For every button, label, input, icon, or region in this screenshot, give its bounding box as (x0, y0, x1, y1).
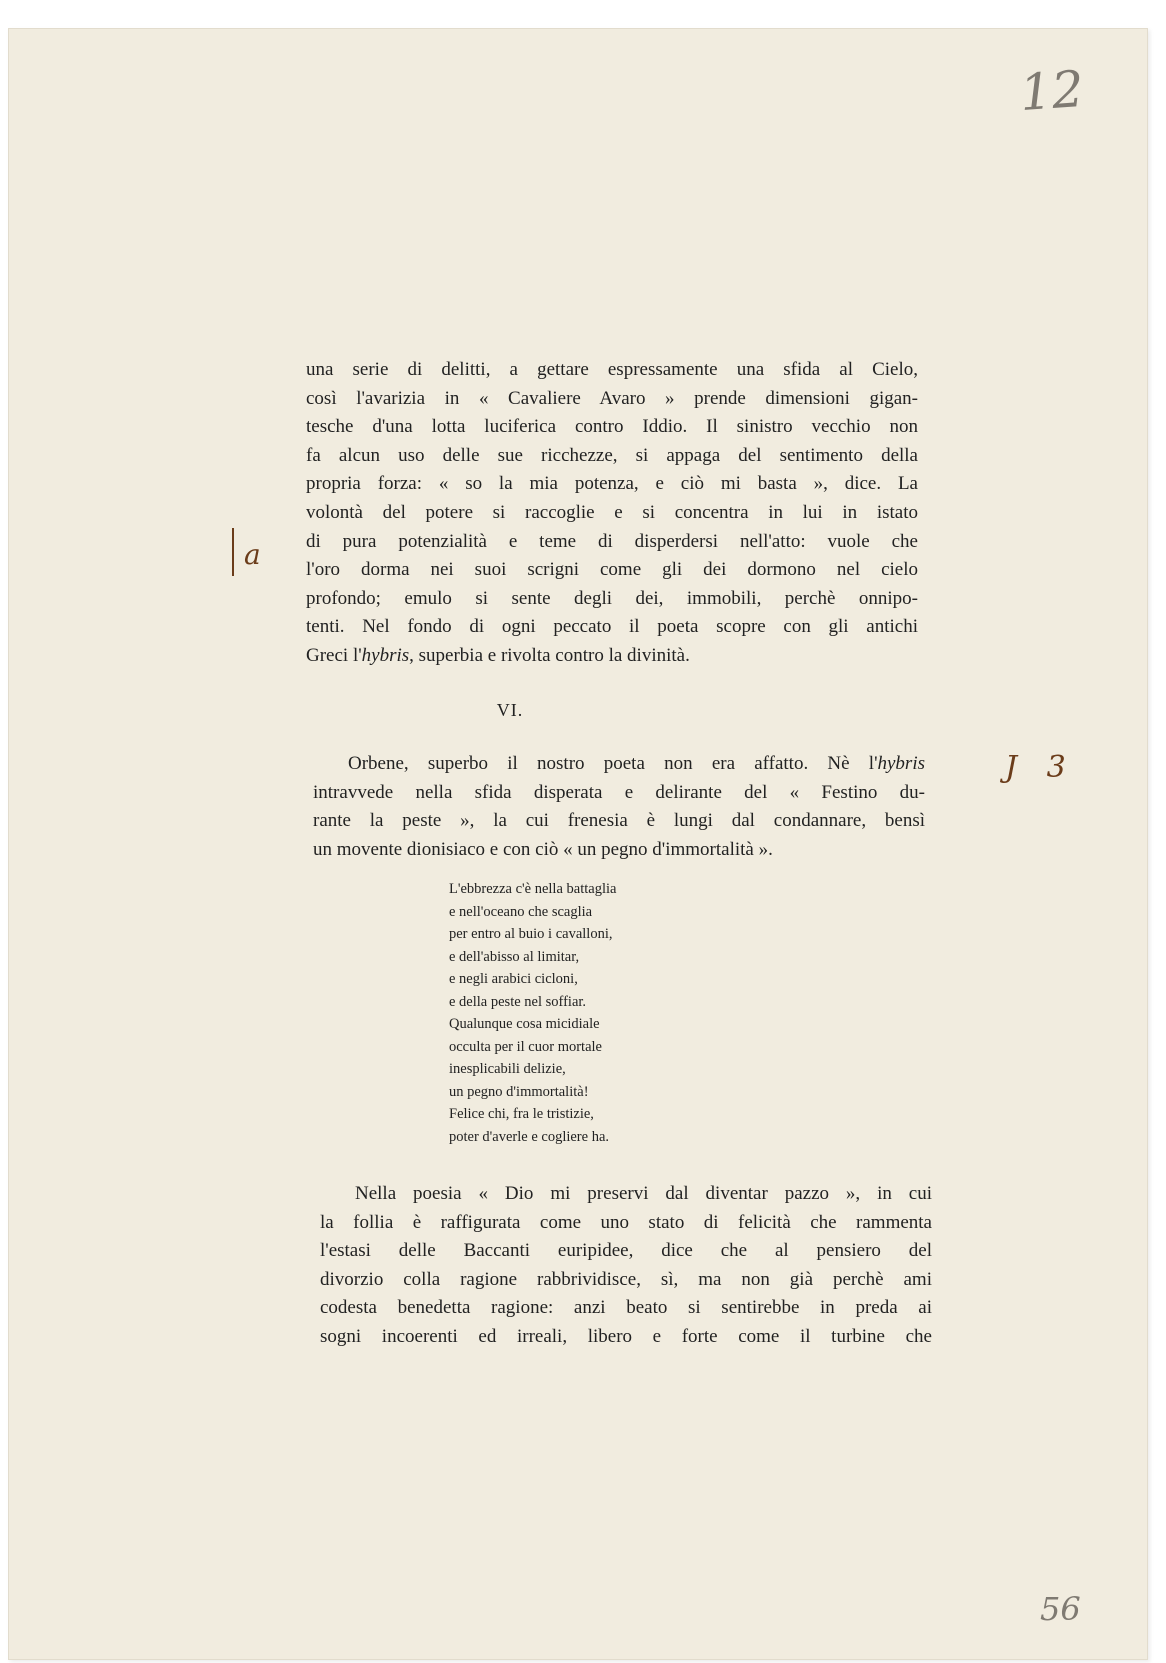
poem-line: un pegno d'immortalità! (449, 1083, 589, 1100)
text-line: tenti. Nel fondo di ogni peccato il poeta scopre con gli antichi (306, 616, 918, 638)
text-line: tesche d'una lotta luciferica contro Iddio. Il sinistro vecchio non (306, 416, 918, 438)
poem-line: Qualunque cosa micidiale (449, 1016, 600, 1032)
poem-line: e dell'abisso al limitar, (449, 948, 580, 965)
poem-line: inesplicabili delizie, (449, 1061, 566, 1077)
text-line: intravvede nella sfida disperata e delirante del « Festino du- (313, 781, 925, 803)
section-heading: VI. (496, 700, 524, 720)
text-line: l'estasi delle Baccanti euripidee, dice che al pensiero del (320, 1240, 932, 1262)
text-line: una serie di delitti, a gettare espressamente una sfida al Cielo, (306, 359, 918, 380)
text-line: un movente dionisiaco e con ciò « un pegno d'immortalità ». (313, 838, 773, 860)
hybris-term: hybris (361, 644, 410, 666)
poem-line: per entro al buio i cavalloni, (449, 926, 613, 942)
hybris-term: hybris (877, 753, 925, 774)
margin-mark-left: a (244, 538, 261, 571)
text-line: volontà del potere si raccoglie e si concentra in lui in istato (306, 501, 918, 523)
text-line: fa alcun uso delle sue ricchezze, si appaga del sentimento della (306, 444, 918, 466)
page-number: 56 (1040, 1590, 1081, 1628)
poem-stanza (449, 878, 616, 1148)
text-line: codesta benedetta ragione: anzi beato si sentirebbe in preda ai (320, 1297, 932, 1319)
paragraph-1 (306, 356, 918, 671)
text-line: di pura potenzialità e teme di disperdersi nell'atto: vuole che (306, 530, 918, 552)
text-line: Greci l'hybris, superbia e rivolta contro la divinità. (306, 644, 690, 666)
margin-mark-right: J 3 (1005, 750, 1076, 785)
text-line: sogni incoerenti ed irreali, libero e forte come il turbine che (320, 1325, 932, 1347)
poem-line: e negli arabici cicloni, (449, 971, 578, 987)
text-line: rante la peste », la cui frenesia è lungi dal condannare, bensì (313, 810, 925, 832)
poem-line: e nell'oceano che scaglia (449, 903, 593, 920)
text-line: profondo; emulo si sente degli dei, immobili, perchè onnipo- (306, 587, 918, 609)
poem-line: poter d'averle e cogliere ha. (449, 1128, 610, 1145)
poem-line: occulta per il cuor mortale (449, 1038, 602, 1055)
text-line: propria forza: « so la mia potenza, e ciò mi basta », dice. La (306, 473, 918, 495)
poem-line: L'ebbrezza c'è nella battaglia (449, 881, 617, 897)
folio-number: 12 (1018, 59, 1086, 123)
paragraph-2 (313, 750, 925, 864)
text-line: così l'avarizia in « Cavaliere Avaro » prende dimensioni gigan- (306, 387, 918, 409)
text-line: l'oro dorma nei suoi scrigni come gli dei dormono nel cielo (306, 559, 918, 581)
text-line: la follia è raffigurata come uno stato di felicità che rammenta (320, 1211, 932, 1233)
poem-line: Felice chi, fra le tristizie, (449, 1106, 594, 1122)
text-line: Orbene, superbo il nostro poeta non era affatto. Nè l'hybris (348, 753, 925, 774)
paragraph-3 (320, 1180, 932, 1352)
poem-line: e della peste nel soffiar. (449, 993, 587, 1010)
text-line: Nella poesia « Dio mi preservi dal diventar pazzo », in cui (355, 1183, 932, 1204)
margin-bar-left (232, 528, 234, 576)
text-line: divorzio colla ragione rabbrividisce, sì, ma non già perchè ami (320, 1268, 932, 1290)
